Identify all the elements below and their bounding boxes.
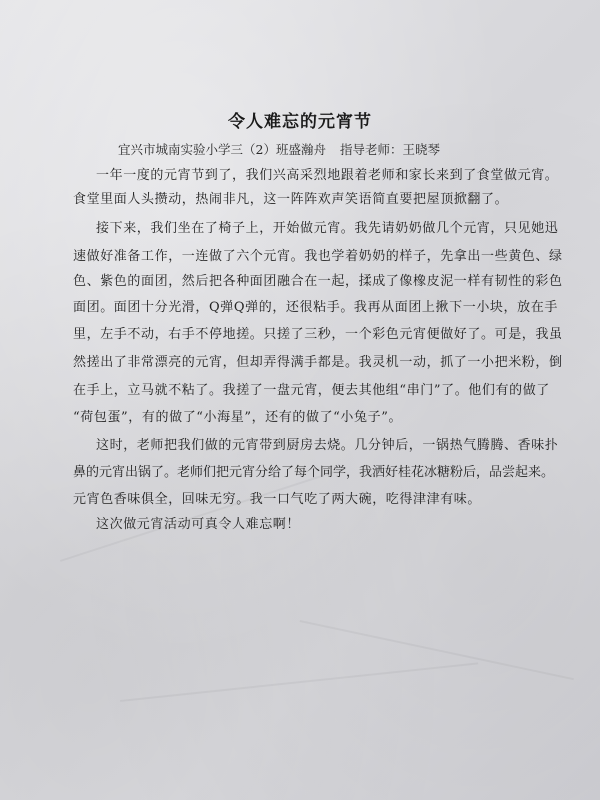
paragraph-line: 元宵色香味俱全，回味无穷。我一口气吃了两大碗，吃得津津有味。 — [73, 492, 482, 507]
paragraph-line: 色、紫色的面团，然后把各种面团融合在一起，揉成了像橡皮泥一样有韧性的彩色 — [73, 274, 563, 289]
paragraph-line: 一年一度的元宵节到了，我们兴高采烈地跟着老师和家长来到了食堂做元宵。 — [96, 168, 559, 183]
paragraph-line: 接下来，我们坐在了椅子上，开始做元宵。我先请奶奶做几个元宵，只见她迅 — [96, 221, 559, 236]
paragraph-line: 这次做元宵活动可真令人难忘啊！ — [96, 517, 301, 532]
paragraph-line: “荷包蛋”，有的做了“小海星”，还有的做了“小兔子”。 — [73, 410, 403, 425]
paragraph-line: 食堂里面人头攒动，热闹非凡，这一阵阵欢声笑语简直要把屋顶掀翻了。 — [73, 192, 509, 207]
teacher-info: 指导老师：王晓琴 — [339, 142, 440, 157]
paper-crease — [120, 662, 478, 702]
paragraph-line: 里，左手不动，右手不停地搓。只搓了三秒，一个彩色元宵便做好了。可是，我虽 — [73, 327, 563, 342]
paragraph-line: 面团。面团十分光滑，Q弹Q弹的，还很粘手。我再从面团上揪下一小块，放在手 — [73, 300, 558, 315]
paragraph-line: 这时，老师把我们做的元宵带到厨房去烧。几分钟后，一锅热气腾腾、香味扑 — [96, 438, 559, 453]
paragraph-line: 鼻的元宵出锅了。老师们把元宵分给了每个同学，我洒好桂花冰糖粉后，品尝起来。 — [73, 465, 555, 480]
paper-crease — [300, 620, 574, 680]
author-info: 宜兴市城南实验小学三（2）班盛瀚舟 — [118, 142, 326, 157]
paragraph-line: 速做好准备工作，一连做了六个元宵。我也学着奶奶的样子，先拿出一些黄色、绿 — [73, 249, 563, 264]
byline — [118, 140, 440, 158]
paragraph-line: 然搓出了非常漂亮的元宵，但却弄得满手都是。我灵机一动，抓了一小把米粉，倒 — [73, 355, 563, 370]
essay-title: 令人难忘的元宵节 — [228, 112, 372, 132]
paragraph-line: 在手上，立马就不粘了。我搓了一盘元宵，便去其他组“串门”了。他们有的做了 — [73, 383, 550, 398]
